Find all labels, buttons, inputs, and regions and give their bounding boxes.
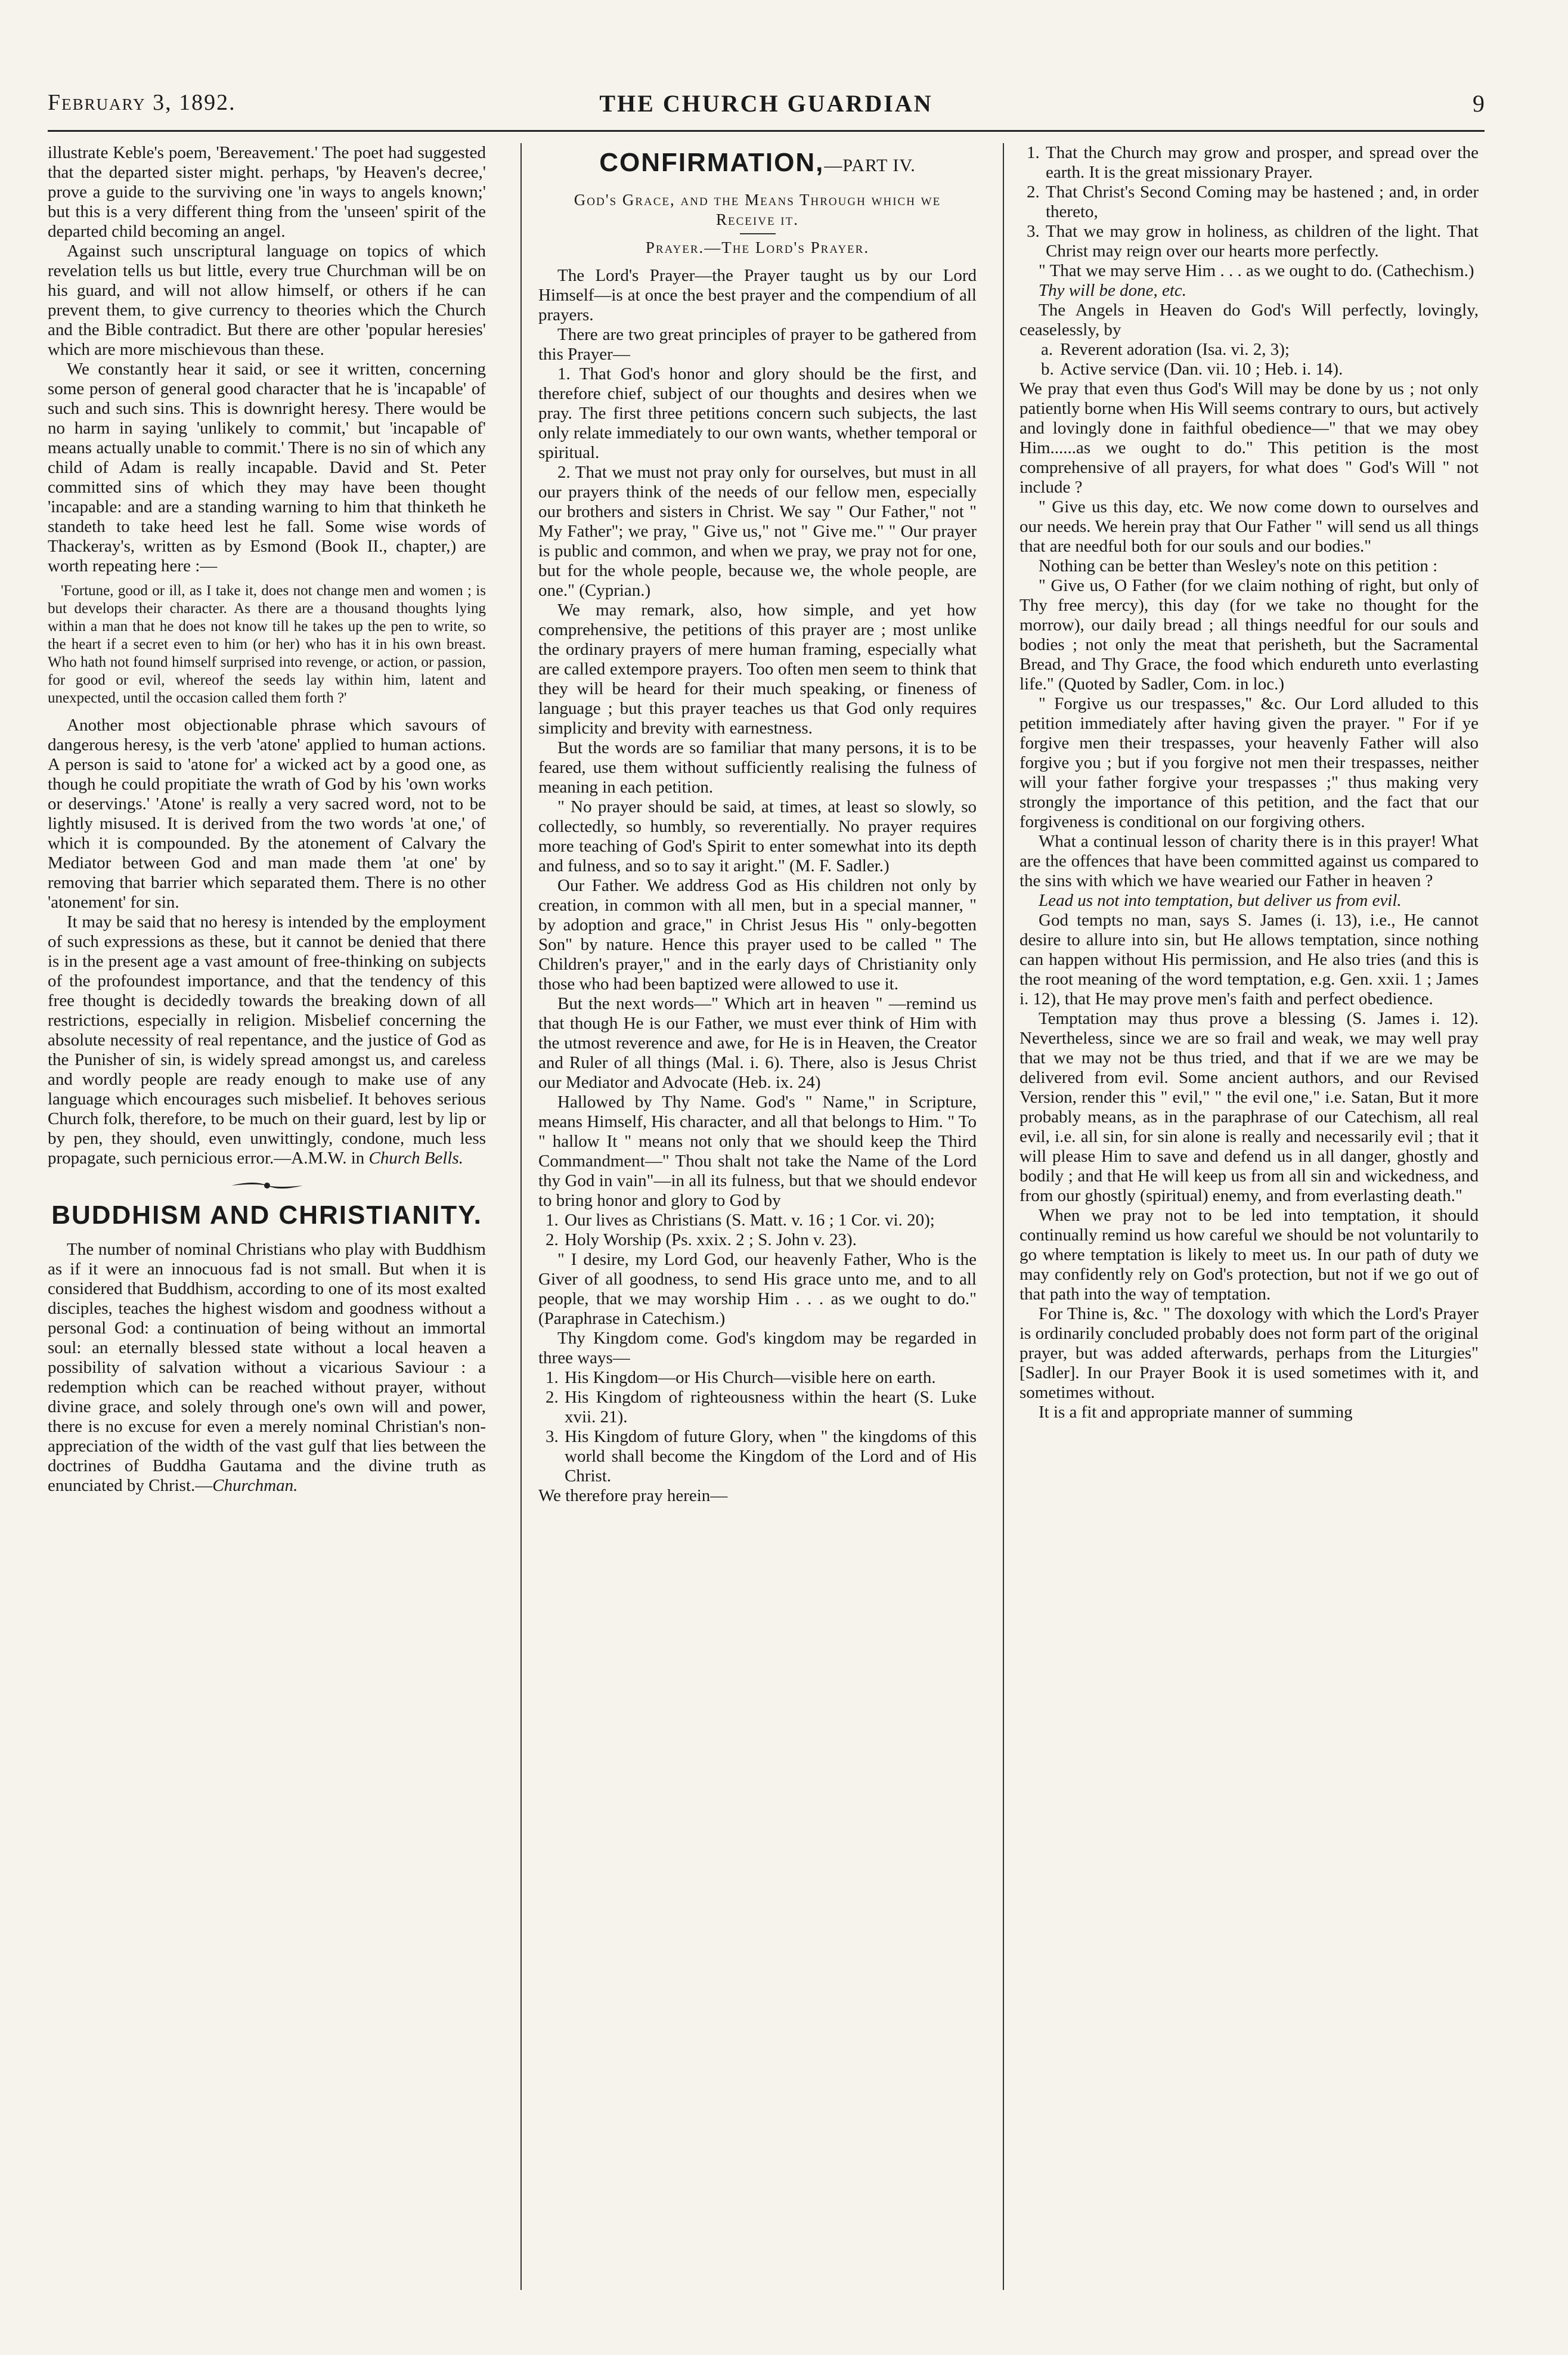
list-item [538, 1388, 977, 1427]
paragraph: " Give us this day, etc. We now come down to ourselves and our needs. We herein pray that Our Father " will send us all things that are needful both for our souls and our bodies." [1019, 497, 1479, 556]
paragraph-text: It may be said that no heresy is intended by the employment of such expressions as these, but it cannot be denied that there is in the present age a vast amount of free-thinking on subjects of the profoundest importance, and that the tendency of this free thought is decidedly towards the breaking down of all restrictions, especially in religion. Misbelief concerning the absolute necessity of real repentance, and the justice of God as the Punisher of sin, is widely spread amongst us, and careless and wordly people are ready enough to make use of any language which encourages such misbelief. It behoves serious Church folk, therefore, to be much on their guard, lest by lip or by pen, they should, even unwittingly, condone, much less propagate, such pernicious error.—A.M.W. in [48, 912, 486, 1168]
paragraph: Our Father. We address God as His children not only by creation, in common with all men, but in a special manner, " by adoption and grace," in Christ Jesus His " only-begotten Son" by nature. Hence this prayer used to be called " The Children's prayer," and in the early days of Christianity only those who had been baptized were allowed to use it. [538, 876, 977, 994]
list-number: 3. [546, 1427, 559, 1446]
list-text: Holy Worship (Ps. xxix. 2 ; S. John v. 23). [565, 1230, 857, 1249]
column-rule [520, 143, 522, 2290]
paragraph [48, 1240, 486, 1496]
paragraph: Thy Kingdom come. God's kingdom may be regarded in three ways— [538, 1329, 977, 1367]
source-citation: Churchman. [212, 1476, 298, 1495]
paragraph: 2. That we must not pray only for ourselves, but must in all our prayers think of the needs of our fellow men, especially our brothers and sisters in Christ. We say " Our Father," not " My Father"; we pray, " Give us," not " Give me." " Our prayer is public and common, and when we pray, we pray not for one, but for the whole people, because we, the whole people, are one." (Cyprian.) [538, 463, 977, 600]
paragraph: " I desire, my Lord God, our heavenly Father, Who is the Giver of all goodness, to send His grace unto me, and to all people, that we may worship Him . . . as we ought to do." (Paraphrase in Catechism.) [538, 1250, 977, 1328]
column-2 [538, 143, 977, 2302]
headline-part: —PART IV. [824, 156, 916, 175]
issue-date: February 3, 1892. [48, 90, 236, 115]
paragraph: " Forgive us our trespasses," &c. Our Lord alluded to this petition immediately after having given the prayer. " For if ye forgive men their trespasses, your heavenly Father will also forgive you ; but if you forgive not men their trespasses, neither will your father forgive your trespasses ;" thus making very strongly the importance of this petition, and the fact that our forgiveness is conditional on our forgiving others. [1019, 694, 1479, 831]
headline-text: CONFIRMATION, [599, 148, 825, 177]
short-rule [740, 233, 776, 234]
paragraph [48, 912, 486, 1168]
paragraph: 1. That God's honor and glory should be the first, and therefore chief, subject of our thoughts and desires when we pray. The first three petitions concern such subjects, the last only relate immediately to our own wants, whether temporal or spiritual. [538, 364, 977, 462]
article-headline [538, 147, 977, 182]
ornament-icon [231, 1178, 303, 1193]
paragraph: But the words are so familiar that many persons, it is to be feared, use them without sufficiently realising the fulness of meaning in each petition. [538, 738, 977, 797]
list-item [1019, 222, 1479, 261]
paragraph: But the next words—" Which art in heaven " —remind us that though He is our Father, we must ever think of Him with the utmost reverence and awe, for He is in Heaven, the Creator and Ruler of all things (Mal. i. 6). There, also is Jesus Christ our Mediator and Advocate (Heb. ix. 24) [538, 994, 977, 1092]
paragraph: Against such unscriptural language on topics of which revelation tells us but little, every true Churchman will be on his guard, and will not allow himself, or others if he can prevent them, to give currency to theories which the Church and the Bible contradict. But there are other 'popular heresies' which are more mischievous than these. [48, 242, 486, 359]
column-1 [48, 143, 486, 2302]
list-item [1019, 182, 1479, 222]
numbered-list [1019, 143, 1479, 261]
paragraph: We may remark, also, how simple, and yet how comprehensive, the petitions of this prayer are ; most unlike the ordinary prayers of mere human framing, especially what are called extempore prayers. Too often men seem to think that they will be heard for their much speaking, or fineness of language ; but this prayer teaches us that God only requires simplicity and brevity with earnestness. [538, 601, 977, 738]
article-headline: BUDDHISM AND CHRISTIANITY. [51, 1200, 482, 1230]
list-text: His Kingdom of righteousness within the heart (S. Luke xvii. 21). [565, 1388, 977, 1426]
paragraph: Thy will be done, etc. [1039, 281, 1187, 300]
newspaper-title: THE CHURCH GUARDIAN [599, 90, 933, 117]
numbered-list [538, 1211, 977, 1250]
paragraph: We constantly hear it said, or see it written, concerning some person of general good character that he is 'incapable' of such and such sins. This is downright heresy. There would be no harm in saying 'unlikely to commit,' but 'incapable of' means actually unable to commit.' There is no sin of which any child of Adam is really incapable. David and St. Peter committed sins of which they may have been thought 'incapable: and are a standing warning to him that thinketh he standeth to take heed lest he fall. Some wise words of Thackeray's, written as by Esmond (Book II., chapter,) are worth repeating here :— [48, 360, 486, 575]
paragraph: For Thine is, &c. " The doxology with which the Lord's Prayer is ordinarily concluded probably does not form part of the original prayer, but was added afterwards, perhaps from the Liturgies" [Sadler]. In our Prayer Book it is used sometimes with it, and sometimes without. [1019, 1304, 1479, 1402]
paragraph: " Give us, O Father (for we claim nothing of right, but only of Thy free mercy), this day (for we take no thought for the morrow), our daily bread ; all things needful for our souls and bodies ; not only the meat that perisheth, but the Sacramental Bread, and Thy Grace, the food which endureth unto everlasting life." (Quoted by Sadler, Com. in loc.) [1019, 576, 1479, 694]
numbered-list [538, 1368, 977, 1486]
header-rule [48, 130, 1485, 132]
paragraph: Lead us not into temptation, but deliver us from evil. [1039, 891, 1402, 910]
paragraph: Nothing can be better than Wesley's note on this petition : [1039, 556, 1438, 575]
list-number: 2. [546, 1230, 559, 1249]
list-text: That we may grow in holiness, as children of the light. That Christ may reign over our hearts more perfectly. [1046, 222, 1479, 261]
list-text: Active service (Dan. vii. 10 ; Heb. i. 14). [1060, 360, 1343, 379]
paragraph: illustrate Keble's poem, 'Bereavement.' The poet had suggested that the departed sister might. perhaps, 'by Heaven's decree,' prove a guide to the surviving one 'in ways to angels known;' but this is a very different thing from the 'unseen' spirit of the departed child becoming an angel. [48, 143, 486, 241]
running-head [48, 89, 1485, 131]
list-text: That the Church may grow and prosper, and spread over the earth. It is the great missionary Prayer. [1046, 143, 1479, 182]
list-item [1019, 340, 1479, 360]
subheading: God's Grace, and the Means Through which we Receive it. [574, 191, 941, 228]
list-item [1019, 360, 1479, 379]
list-item [538, 1230, 977, 1250]
paragraph-text: The number of nominal Christians who play with Buddhism as if it were an innocuous fad is not small. But when it is considered that Buddhism, according to one of its most exalted disciples, teaches the highest wisdom and goodness without a personal God: a continuation of being without an immortal soul: an eternally blessed state without a local heaven a possibility of salvation without a vicarious Saviour : a redemption which can be reached without prayer, without divine grace, and solely through one's own will and power, there is no excuse for even a merely nominal Christian's non-appreciation of the width of the vast gulf that lies between the doctrines of Buddha Gautama and the divine truth as enunciated by Christ.— [48, 1240, 486, 1495]
paragraph: It is a fit and appropriate manner of summing [1039, 1403, 1353, 1422]
paragraph: There are two great principles of prayer to be gathered from this Prayer— [538, 325, 977, 364]
paragraph: God tempts no man, says S. James (i. 13), i.e., He cannot desire to allure into sin, but He allows temptation, since nothing can happen without His permission, and He also tries (and this is the root meaning of the word temptation, e.g. Gen. xxii. 1 ; James i. 12), that He may prove men's faith and perfect obedience. [1019, 911, 1479, 1008]
list-number: 2. [1027, 182, 1040, 202]
list-text: His Kingdom—or His Church—visible here on earth. [565, 1368, 936, 1387]
list-number: 1. [1027, 143, 1040, 162]
list-letter: b. [1041, 360, 1054, 379]
column-3 [1019, 143, 1479, 2302]
paragraph: The Lord's Prayer—the Prayer taught us by our Lord Himself—is at once the best prayer and the compendium of all prayers. [538, 266, 977, 324]
paragraph: What a continual lesson of charity there is in this prayer! What are the offences that have been committed against us compared to the sins with which we have wearied our Father in heaven ? [1019, 832, 1479, 890]
lettered-list [1019, 340, 1479, 379]
list-number: 1. [546, 1211, 559, 1230]
list-text: Our lives as Christians (S. Matt. v. 16 ; 1 Cor. vi. 20); [565, 1211, 935, 1230]
column-rule [1003, 143, 1004, 2290]
paragraph: When we pray not to be led into temptation, it should continually remind us how careful we should be not voluntarily to go where temptation is likely to meet us. In our path of duty we may confidently rely on God's protection, but not if we go out of that path into the way of temptation. [1019, 1206, 1479, 1304]
list-item [538, 1427, 977, 1486]
block-quote: 'Fortune, good or ill, as I take it, does not change men and women ; is but develops their character. As there are a thousand thoughts lying within a man that he does not know till he takes up the pen to write, so the heart if a secret even to him (or her) who has it in his own breast. Who hath not found himself surprised into revenge, or action, or passion, for good or evil, whereof the seeds lay within him, latent and unexpected, until the occasion called them forth ?' [48, 583, 486, 706]
paragraph: " That we may serve Him . . . as we ought to do. (Cathechism.) [1039, 261, 1474, 280]
list-item [538, 1368, 977, 1388]
list-text: His Kingdom of future Glory, when " the kingdoms of this world shall become the Kingdom of the Lord and of His Christ. [565, 1427, 977, 1486]
paragraph: Another most objectionable phrase which savours of dangerous heresy, is the verb 'atone' applied to human actions. A person is said to 'atone for' a wicked act by a good one, as though he could propitiate the wrath of God by his 'own works or deservings.' 'Atone' is really a very sacred word, not to be lightly misused. It is derived from the two words 'at one,' of which it is compounded. By the atonement of Calvary the Mediator between God and man made them 'at one' by removing that barrier which separated them. There is no other 'atonement' for sin. [48, 716, 486, 912]
list-number: 1. [546, 1368, 559, 1387]
paragraph: We therefore pray herein— [538, 1486, 728, 1505]
ornament-divider [48, 1178, 486, 1196]
list-number: 3. [1027, 222, 1040, 241]
list-number: 2. [546, 1388, 559, 1407]
paragraph: We pray that even thus God's Will may be done by us ; not only patiently borne when His Will seems contrary to ours, but actively and lovingly done in faithful obedience—" that we may obey Him......as we ought to do." This petition is the most comprehensive of all prayers, for what does " God's Will " not include ? [1019, 379, 1479, 497]
page-number: 9 [1473, 90, 1485, 117]
list-item [1019, 143, 1479, 182]
subheading: Prayer.—The Lord's Prayer. [645, 239, 870, 256]
paragraph: The Angels in Heaven do God's Will perfectly, lovingly, ceaselessly, by [1019, 301, 1479, 339]
list-text: That Christ's Second Coming may be hastened ; and, in order thereto, [1046, 182, 1479, 221]
list-letter: a. [1041, 340, 1053, 359]
list-item [538, 1211, 977, 1230]
list-text: Reverent adoration (Isa. vi. 2, 3); [1060, 340, 1290, 359]
paragraph: " No prayer should be said, at times, at least so slowly, so collectedly, so humbly, so reverentially. No prayer requires more teaching of God's Spirit to enter somewhat into its depth and fulness, and so to say it aright." (M. F. Sadler.) [538, 797, 977, 875]
source-citation: Church Bells. [368, 1149, 463, 1168]
paragraph: Temptation may thus prove a blessing (S. James i. 12). Nevertheless, since we are so frail and weak, we may well pray that we may not be thus tried, and that if we are we may be delivered from evil. Some ancient authors, and our Revised Version, render this " evil," " the evil one," i.e. Satan, But it more probably means, as in the paraphrase of our Catechism, all real evil, i.e. all sin, for sin alone is really and necessarily evil ; that it will please Him to save and defend us in all danger, ghostly and bodily ; and that He will keep us from all sin and wickedness, and from our ghostly (spiritual) enemy, and from everlasting death." [1019, 1009, 1479, 1205]
paragraph: Hallowed by Thy Name. God's " Name," in Scripture, means Himself, His character, and all that belongs to Him. " To " hallow It " means not only that we should keep the Third Commandment—" Thou shalt not take the Name of the Lord thy God in vain"—in all its fulness, but that we should endevor to bring honor and glory to God by [538, 1093, 977, 1210]
